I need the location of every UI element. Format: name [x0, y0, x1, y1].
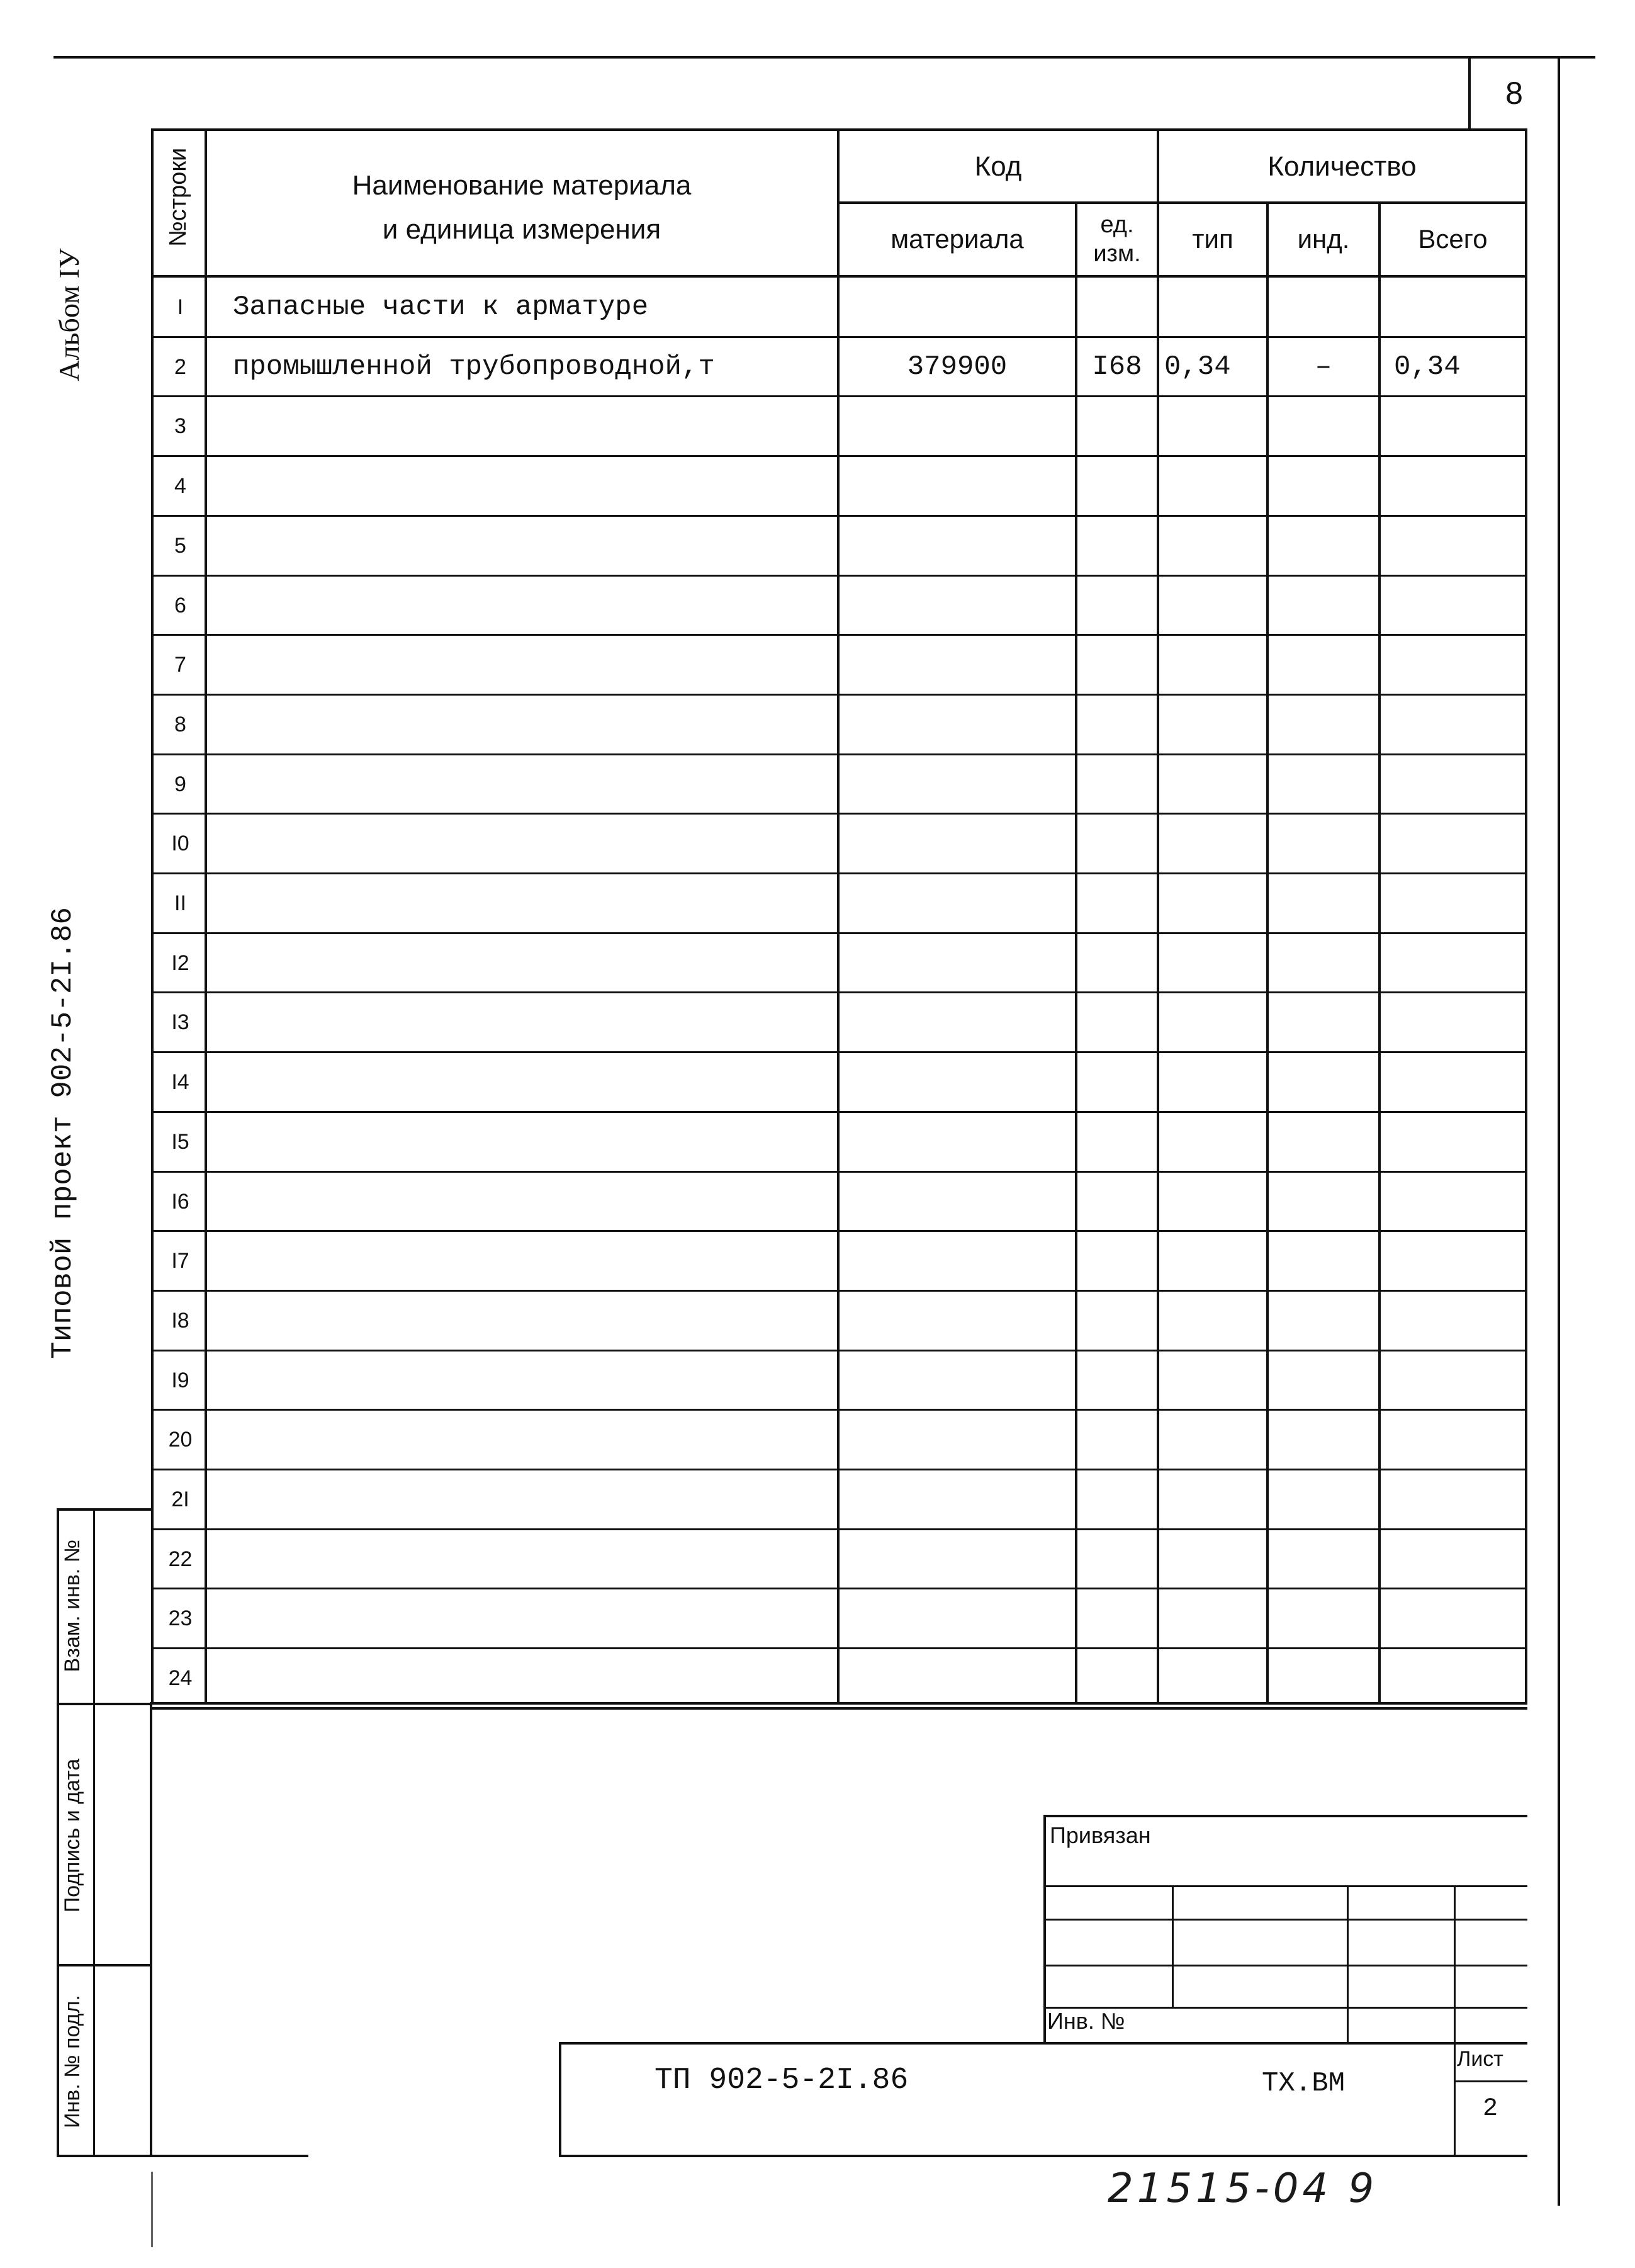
- header-quantity: Количество: [1267, 151, 1417, 182]
- row-cell-n: I2: [171, 951, 189, 975]
- row-cell-code: [840, 635, 1075, 695]
- row-cell-name: [233, 1410, 831, 1470]
- row-cell-n: II: [174, 891, 186, 915]
- row-cell-name: [233, 456, 831, 516]
- table-row: [0, 695, 1635, 755]
- row-cell-name: [233, 1649, 831, 1708]
- table-row: [0, 814, 1635, 874]
- row-cell-name: [233, 1530, 831, 1589]
- row-cell-typ: [1164, 456, 1266, 516]
- row-cell-unit: [1077, 456, 1157, 516]
- row-cell-n: 22: [168, 1547, 193, 1571]
- row-cell-ind: –: [1315, 351, 1332, 383]
- row-cell-name: [233, 1291, 831, 1351]
- row-cell-code: [840, 695, 1075, 755]
- row-cell-n: I0: [171, 832, 189, 855]
- row-cell-ind: [1269, 1530, 1378, 1589]
- row-cell-unit: [1077, 635, 1157, 695]
- table-row: [0, 1291, 1635, 1351]
- row-cell-typ: [1164, 1410, 1266, 1470]
- sheet-label: Лист: [1457, 2047, 1503, 2071]
- header-name-line1: Наименование материала: [352, 170, 692, 201]
- row-cell-total: [1394, 456, 1525, 516]
- row-cell-name: [233, 1351, 831, 1411]
- row-cell-name: [233, 814, 831, 874]
- row-cell-typ: [1164, 576, 1266, 636]
- row-cell-total: [1394, 1530, 1525, 1589]
- row-cell-typ: [1164, 1649, 1266, 1708]
- row-cell-total: 0,34: [1394, 351, 1461, 383]
- sheet-value: 2: [1482, 2094, 1498, 2123]
- row-cell-n: I7: [171, 1249, 189, 1273]
- row-cell-code: [840, 934, 1075, 993]
- row-cell-ind: [1269, 397, 1378, 456]
- row-cell-ind: [1269, 1231, 1378, 1291]
- project-side-label: Типовой проект 902-5-2I.86: [47, 907, 79, 1359]
- row-cell-code: [840, 1589, 1075, 1649]
- row-cell-ind: [1269, 695, 1378, 755]
- table-row: [0, 1470, 1635, 1530]
- row-cell-code: 379900: [907, 351, 1008, 383]
- row-cell-unit: [1077, 397, 1157, 456]
- row-cell-n: I6: [171, 1190, 189, 1214]
- row-cell-code: [840, 516, 1075, 576]
- row-cell-total: [1394, 1410, 1525, 1470]
- row-cell-ind: [1269, 993, 1378, 1052]
- row-cell-typ: [1164, 695, 1266, 755]
- row-cell-total: [1394, 516, 1525, 576]
- row-cell-name: [233, 397, 831, 456]
- table-row: [0, 1052, 1635, 1112]
- row-cell-typ: [1164, 1470, 1266, 1530]
- row-cell-n: I5: [171, 1130, 189, 1154]
- row-cell-name: [233, 934, 831, 993]
- row-cell-ind: [1269, 278, 1378, 337]
- row-cell-unit: [1077, 993, 1157, 1052]
- row-cell-unit: [1077, 1470, 1157, 1530]
- row-cell-n: I: [177, 295, 184, 319]
- row-cell-code: [840, 1172, 1075, 1232]
- row-cell-total: [1394, 1052, 1525, 1112]
- row-cell-ind: [1269, 755, 1378, 815]
- row-cell-code: [840, 1052, 1075, 1112]
- row-cell-total: [1394, 1470, 1525, 1530]
- row-cell-typ: [1164, 516, 1266, 576]
- project-code: ТП 902-5-2I.86: [655, 2063, 909, 2097]
- row-cell-ind: [1269, 1112, 1378, 1172]
- row-cell-code: [840, 1112, 1075, 1172]
- table-row: [0, 1172, 1635, 1232]
- row-cell-ind: [1269, 1351, 1378, 1411]
- row-cell-ind: [1269, 934, 1378, 993]
- row-cell-n: 6: [174, 594, 186, 618]
- row-cell-ind: [1269, 874, 1378, 934]
- row-cell-unit: [1077, 1649, 1157, 1708]
- row-cell-unit: [1077, 576, 1157, 636]
- row-cell-typ: [1164, 1231, 1266, 1291]
- header-material-code: материала: [891, 224, 1024, 254]
- header-type: тип: [1192, 224, 1233, 254]
- row-cell-typ: [1164, 1351, 1266, 1411]
- row-cell-typ: [1164, 1530, 1266, 1589]
- row-cell-name: [233, 874, 831, 934]
- row-cell-ind: [1269, 1589, 1378, 1649]
- row-cell-total: [1394, 1649, 1525, 1708]
- header-code: Код: [974, 151, 1022, 182]
- row-cell-n: I8: [171, 1309, 189, 1333]
- row-cell-total: [1394, 874, 1525, 934]
- row-cell-name: [233, 1172, 831, 1232]
- row-cell-name: [233, 1112, 831, 1172]
- row-cell-name: [233, 1231, 831, 1291]
- row-cell-ind: [1269, 576, 1378, 636]
- table-row: [0, 1589, 1635, 1649]
- row-cell-typ: [1164, 934, 1266, 993]
- row-cell-n: 7: [174, 653, 186, 677]
- row-cell-typ: [1164, 874, 1266, 934]
- table-row: [0, 397, 1635, 456]
- handwritten-archive-number: 21515-04 9: [1108, 2165, 1378, 2212]
- row-cell-unit: [1077, 1231, 1157, 1291]
- row-cell-n: I4: [171, 1070, 189, 1094]
- row-cell-name: Запасные части к арматуре: [233, 291, 649, 323]
- row-cell-unit: [1077, 278, 1157, 337]
- row-cell-typ: [1164, 635, 1266, 695]
- row-cell-total: [1394, 755, 1525, 815]
- row-cell-unit: [1077, 695, 1157, 755]
- row-cell-total: [1394, 1112, 1525, 1172]
- table-row: [0, 934, 1635, 993]
- row-cell-n: 2I: [171, 1487, 189, 1511]
- row-cell-n: 20: [168, 1428, 193, 1452]
- row-cell-name: [233, 635, 831, 695]
- table-row: [0, 755, 1635, 815]
- row-cell-n: 8: [174, 713, 186, 736]
- row-cell-total: [1394, 695, 1525, 755]
- header-total: Всего: [1418, 224, 1488, 254]
- row-cell-unit: [1077, 934, 1157, 993]
- row-cell-total: [1394, 1589, 1525, 1649]
- row-cell-n: 4: [174, 474, 186, 498]
- row-cell-unit: [1077, 1052, 1157, 1112]
- row-cell-unit: [1077, 1172, 1157, 1232]
- row-cell-code: [840, 1470, 1075, 1530]
- table-row: [0, 1112, 1635, 1172]
- row-cell-total: [1394, 1291, 1525, 1351]
- table-row: [0, 1530, 1635, 1589]
- row-cell-typ: [1164, 278, 1266, 337]
- vzam-inv-label: Взам. инв. №: [60, 1539, 84, 1673]
- row-cell-name: [233, 755, 831, 815]
- row-cell-total: [1394, 278, 1525, 337]
- row-cell-typ: [1164, 993, 1266, 1052]
- table-row: [0, 1351, 1635, 1411]
- row-cell-typ: [1164, 814, 1266, 874]
- row-cell-unit: [1077, 1351, 1157, 1411]
- table-row: [0, 1231, 1635, 1291]
- row-cell-total: [1394, 1351, 1525, 1411]
- row-cell-ind: [1269, 1470, 1378, 1530]
- privyazan-label: Привязан: [1050, 1822, 1151, 1848]
- row-cell-name: промышленной трубопроводной,т: [233, 351, 715, 383]
- row-cell-typ: [1164, 1052, 1266, 1112]
- row-cell-ind: [1269, 635, 1378, 695]
- table-row: [0, 576, 1635, 636]
- row-cell-code: [840, 874, 1075, 934]
- row-cell-unit: [1077, 1410, 1157, 1470]
- row-cell-unit: [1077, 1589, 1157, 1649]
- row-cell-typ: [1164, 1172, 1266, 1232]
- header-ind: инд.: [1297, 224, 1350, 254]
- podpis-data-label: Подпись и дата: [60, 1758, 84, 1913]
- table-row: [0, 337, 1635, 397]
- row-cell-ind: [1269, 516, 1378, 576]
- row-cell-code: [840, 993, 1075, 1052]
- row-cell-n: 23: [168, 1606, 193, 1630]
- row-cell-code: [840, 1291, 1075, 1351]
- row-cell-total: [1394, 934, 1525, 993]
- row-cell-unit: [1077, 874, 1157, 934]
- sheet-number: 8: [1505, 75, 1523, 111]
- header-row-number: №строки: [165, 147, 191, 247]
- row-cell-unit: [1077, 755, 1157, 815]
- row-cell-ind: [1269, 456, 1378, 516]
- row-cell-code: [840, 1530, 1075, 1589]
- row-cell-name: [233, 576, 831, 636]
- row-cell-total: [1394, 993, 1525, 1052]
- table-row: [0, 1649, 1635, 1708]
- row-cell-code: [840, 1231, 1075, 1291]
- album-label: Альбом IУ: [53, 248, 85, 381]
- doc-code: ТХ.ВМ: [1262, 2068, 1346, 2099]
- table-row: [0, 874, 1635, 934]
- row-cell-name: [233, 1470, 831, 1530]
- header-name-line2: и единица измерения: [382, 214, 661, 245]
- row-cell-unit: [1077, 814, 1157, 874]
- row-cell-n: 9: [174, 772, 186, 796]
- row-cell-code: [840, 1351, 1075, 1411]
- row-cell-code: [840, 576, 1075, 636]
- row-cell-unit: [1077, 1530, 1157, 1589]
- row-cell-total: [1394, 576, 1525, 636]
- table-row: [0, 635, 1635, 695]
- row-cell-unit: [1077, 516, 1157, 576]
- table-row: [0, 456, 1635, 516]
- row-cell-code: [840, 755, 1075, 815]
- row-cell-ind: [1269, 1410, 1378, 1470]
- row-cell-ind: [1269, 1052, 1378, 1112]
- row-cell-total: [1394, 814, 1525, 874]
- inv-no-label: Инв. №: [1047, 2008, 1125, 2034]
- row-cell-n: 24: [168, 1666, 193, 1690]
- row-cell-ind: [1269, 1172, 1378, 1232]
- row-cell-code: [840, 456, 1075, 516]
- row-cell-name: [233, 993, 831, 1052]
- header-unit-line1: ед.: [1100, 211, 1134, 238]
- row-cell-ind: [1269, 814, 1378, 874]
- row-cell-total: [1394, 635, 1525, 695]
- row-cell-total: [1394, 1231, 1525, 1291]
- table-row: [0, 278, 1635, 337]
- table-row: [0, 993, 1635, 1052]
- table-row: [0, 516, 1635, 576]
- row-cell-n: 5: [174, 534, 186, 558]
- row-cell-typ: 0,34: [1164, 351, 1231, 383]
- row-cell-n: I9: [171, 1368, 189, 1392]
- row-cell-code: [840, 814, 1075, 874]
- row-cell-typ: [1164, 397, 1266, 456]
- table-row: [0, 1410, 1635, 1470]
- row-cell-code: [840, 1649, 1075, 1708]
- row-cell-typ: [1164, 1112, 1266, 1172]
- row-cell-code: [840, 1410, 1075, 1470]
- row-cell-code: [840, 278, 1075, 337]
- row-cell-total: [1394, 1172, 1525, 1232]
- row-cell-n: 2: [174, 355, 186, 379]
- row-cell-ind: [1269, 1649, 1378, 1708]
- row-cell-name: [233, 516, 831, 576]
- row-cell-name: [233, 1589, 831, 1649]
- row-cell-unit: I68: [1092, 351, 1142, 383]
- row-cell-name: [233, 695, 831, 755]
- row-cell-unit: [1077, 1291, 1157, 1351]
- row-cell-unit: [1077, 1112, 1157, 1172]
- row-cell-typ: [1164, 1291, 1266, 1351]
- row-cell-total: [1394, 397, 1525, 456]
- inv-podl-label: Инв. № подл.: [60, 1995, 84, 2128]
- row-cell-typ: [1164, 755, 1266, 815]
- row-cell-ind: [1269, 1291, 1378, 1351]
- row-cell-typ: [1164, 1589, 1266, 1649]
- row-cell-n: 3: [174, 414, 186, 438]
- row-cell-code: [840, 397, 1075, 456]
- header-unit-line2: изм.: [1093, 240, 1141, 267]
- row-cell-n: I3: [171, 1010, 189, 1034]
- row-cell-name: [233, 1052, 831, 1112]
